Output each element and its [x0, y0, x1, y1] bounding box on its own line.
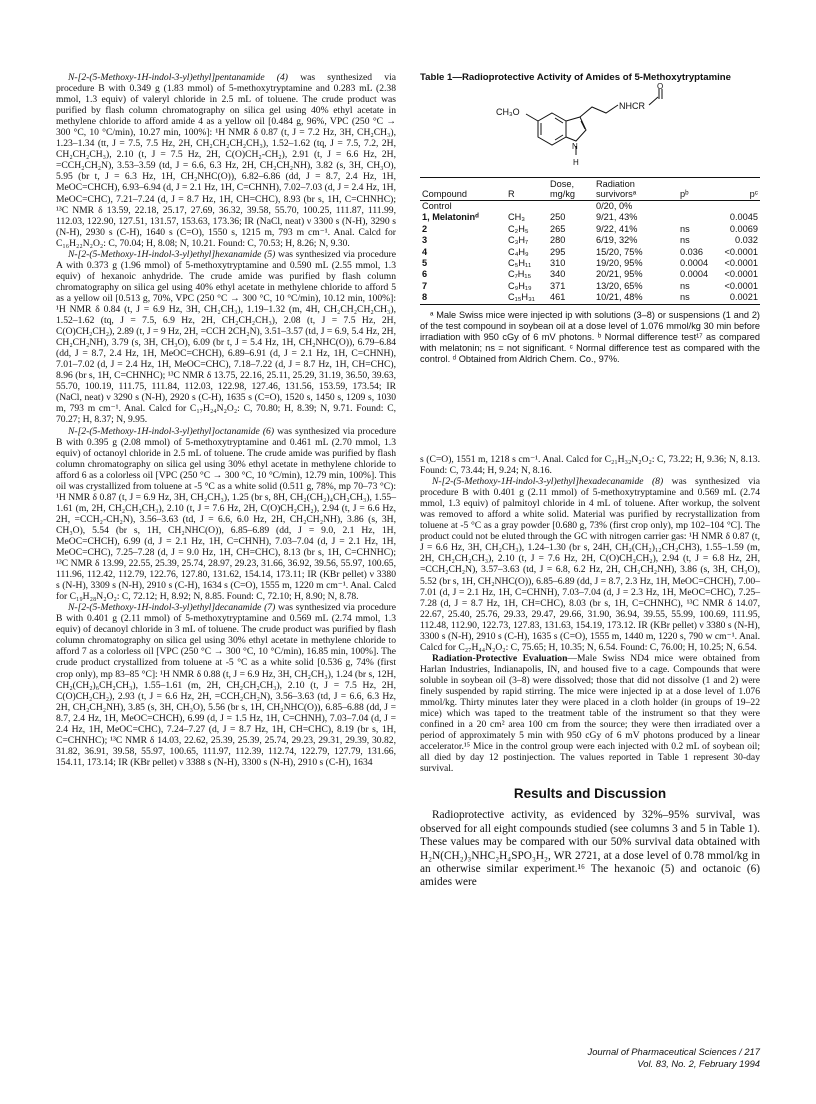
header-r: R: [508, 189, 515, 199]
table-row: [420, 247, 760, 258]
carbonyl-oxygen-label: O: [657, 83, 664, 91]
header-pb: pᵇ: [680, 189, 689, 199]
cell-dose: 340: [550, 269, 566, 280]
cell-survivors: 9/22, 41%: [596, 223, 638, 234]
cell-r: C₉H₁₉: [508, 280, 532, 291]
cell-compound: 4: [422, 246, 428, 257]
paragraph-body: s (C=O), 1551 m, 1218 s cm⁻¹. Anal. Calcd for C₂₁H₃₂N₂O₂: C, 73.22; H, 9.36; N, 8.13. Found: C, 73.44; H, 9.24; N, 8.16.: [420, 454, 760, 477]
cell-pc: <0.0001: [724, 246, 758, 257]
header-pc: pᶜ: [749, 189, 758, 199]
paragraph-body: was synthesized via procedure B with 0.349 g (1.83 mmol) of 5-methoxytryptamine and 0.283 mL (2.38 mmol, 1.3 equiv) of valeryl chloride in 2.5 mL of toluene. The crude product was purified by flash column chromatography on silica gel using 40% ethyl acetate in methylene chloride to afford amide 4 as a yellow oil [0.484 g, 96%, VPC (250 °C → 300 °C, 10 °C/min), 10.27 min, 100%]: ¹H NMR δ 0.87 (t, J = 7.2 Hz, 3H, CH₂CH₃), 1.23–1.34 (tt, J = 7.5, 7.5 Hz, 2H, CH₂CH₂CH₂CH₃), 1.52–1.62 (tq, J = 7.5, 7.2, 2H, CH₂CH₂CH₃), 2.10 (t, J = 7.5 Hz, 2H, C(O)CH₂-CH₂), 2.91 (t, J = 6.6 Hz, 2H, =CCH₂CH₂N), 3.53–3.59 (td, J = 6.6, 6.3 Hz, 2H, CH₂CH₂NH), 3.82 (s, 3H, CH₃O), 5.95 (br t, J = 6.3 Hz, 1H, CH₂NHC(O)), 6.82–6.86 (dd, J = 8.7, 2.4 Hz, 1H, MeOC=CHCH), 6.93–6.94 (d, J = 2.1 Hz, 1H, C=CHNH), 7.02–7.03 (d, J = 2.4 Hz, 1H, MeOC=CHC), 7.21–7.24 (d, J = 8.7 Hz, 1H, CH=CHC), 8.93 (br s, 1H, C=CHNHC); ¹³C NMR δ 13.59, 22.18, 25.17, 27.69, 36.32, 39.58, 55.70, 100.25, 111.87, 111.99, 112.03, 122.90, 127.51, 131.57, 153.63, 173.36; IR (NaCl, neat) ν 3300 s (N-H), 3290 s (N-H), 2930 s (C-H), 1640 s (C=O), 1550 s, 1215 m, 793 m cm⁻¹. Anal. Calcd for C₁₆H₂₂N₂O₂: C, 70.04; H, 8.08; N, 10.21. Found: C, 70.53; H, 8.26; N, 9.30.: [56, 72, 396, 249]
cell-pb: ns: [680, 223, 690, 234]
cell-pc: 0.0021: [729, 292, 758, 303]
paragraph-amide-7: [56, 602, 396, 768]
table-row: [420, 292, 760, 304]
compound-title: N-[2-(5-Methoxy-1H-indol-3-yl)ethyl]octanamide (6): [68, 425, 275, 437]
cell-pb: [678, 212, 722, 223]
cell-dose: 461: [550, 292, 566, 303]
compound-title: N-[2-(5-Methoxy-1H-indol-3-yl)ethyl]pentanamide (4): [68, 72, 288, 83]
cell-survivors: 15/20, 75%: [596, 246, 643, 257]
cell-r: CH₃: [508, 212, 526, 223]
compound-title: N-[2-(5-Methoxy-1H-indol-3-yl)ethyl]decanamide (7): [68, 602, 276, 614]
cell-pb: 0.0004: [680, 258, 709, 269]
indole-structure-drawing: [420, 83, 760, 177]
table-row: [420, 201, 760, 213]
paragraph-amide-6: [56, 426, 396, 603]
cell-pb: 0.0004: [680, 269, 709, 280]
cell-survivors: 0/20, 0%: [596, 201, 633, 211]
cell-pb: ns: [680, 280, 690, 291]
chemical-structure: [420, 83, 760, 177]
paragraph-body: was synthesized via procedure B with 0.401 g (2.11 mmol) of 5-methoxytryptamine and 0.569 mL (2.74 mmol, 1.3 equiv) of palmitoyl chloride in 4 mL of toluene. After workup, the solvent was removed to afford a white solid. Material was purified by recrystallization from toluene at -5 °C as a gray powder [0.680 g, 73% (first crop only), mp 102–104 °C]. The product could not be eluted through the GC with nitrogen carrier gas: ¹H NMR δ 0.87 (t, J = 6.6 Hz, 3H, CH₂CH₃), 1.24–1.30 (br s, 24H, CH₂(CH₂)₁₂CH₂CH3), 1.55–1.59 (m, 2H, CH₂CH₂CH₃), 2.10 (t, J = 7.6 Hz, 2H, C(O)CH₂CH₂), 2.94 (t, J = 6.8 Hz, 2H, =CCH₂CH₂N), 3.57–3.63 (td, J = 6.8, 6.2 Hz, 2H, CH₂CH₂NH), 3.86 (s, 3H, CH₃O), 5.52 (br s, 1H, CH₂NHC(O)), 6.85–6.89 (dd, J = 8.7, 2.3 Hz, 1H, MeOC=CHCH), 7.00–7.01 (d, J = 2.1 Hz, 1H, C=CHNH), 7.03–7.04 (d, J = 2.3 Hz, 1H, MeOC=CHC), 7.25–7.28 (d, J = 8.7 Hz, 1H, CH=CHC), 8.03 (br s, 1H, C=CHNHC), ¹³C NMR δ 14.07, 22.67, 25.40, 25.76, 29.33, 29.47, 29.66, 31.90, 36.94, 39.55, 55.99, 100.69, 111.95, 112.48, 112.90, 122.73, 127.83, 131.63, 154.19, 173.12. IR (KBr pellet) ν 3380 s (N-H), 3300 s (N-H), 2910 s (C-H), 1635 s (C=O), 1555 m, 1440 m, 1220 s, 790 w cm⁻¹. Anal. Calcd for C₂₇H₄₄N₂O₂: C, 75.65; H, 10.35; N, 6.54. Found: C, 76.00; H, 10.25; N, 6.54.: [420, 476, 760, 653]
cell-pc: 0.032: [735, 235, 758, 246]
cell-compound: 2: [422, 223, 428, 234]
cell-survivors: 20/21, 95%: [596, 269, 643, 280]
cell-compound: 3: [422, 235, 428, 246]
cell-survivors: 13/20, 65%: [596, 280, 643, 291]
header-dose: Dose, mg/kg: [550, 179, 576, 199]
cell-survivors: 10/21, 48%: [596, 292, 643, 303]
cell-r: C₃H₇: [508, 235, 529, 246]
activity-table: [420, 177, 760, 305]
cell-pb: ns: [680, 235, 690, 246]
results-paragraph: Radioprotective activity, as evidenced by 32%–95% survival, was observed for all eight compounds studied (see columns 3 and 5 in Table 1). These values may be compared with our 50% survival data obtained with H₂N(CH₂)₃NHC₂H₄SPO₃H₂, WR 2721, at a dose level of 0.78 mmol/kg in an otherwise similar experiment.¹⁶ The hexanoic (5) and octanoic (6) amides were: [420, 809, 760, 889]
table-row: [420, 281, 760, 292]
paragraph-body: was synthesized via procedure B with 0.401 g (2.11 mmol) of 5-methoxytryptamine and 0.569 mL (2.74 mmol, 1.3 equiv) of decanoyl chloride in 3 mL of toluene. The crude product was purified by flash column chromatography on silica gel using 30% ethyl acetate in methylene chloride to afford 7 as a colorless oil [VPC (250 °C → 300 °C, 10 °C/min), 16.85 min, 100%]. The crude product crystallized from toluene at -5 °C as a white solid [0.536 g, 74% (first crop only), mp 83–85 °C]: ¹H NMR δ 0.88 (t, J = 6.9 Hz, 3H, CH₂CH₃), 1.24 (br s, 12H, CH₂(CH₂)₆CH₂CH₃), 1.55–1.61 (m, 2H, CH₂CH₂CH₃), 2.10 (t, J = 7.5 Hz, 2H, C(O)CH₂CH₂), 2.93 (t, J = 6.6 Hz, 2H, =CCH₂CH₂N), 3.56–3.63 (td, J = 6.6, 6.3 Hz, 2H, CH₂CH₂NH), 3.85 (s, 3H, CH₃O), 5.56 (br s, 1H, CH₂NHC(O)), 6.85–6.88 (dd, J = 8.7, 2.4 Hz, 1H, MeOC=CHCH), 6.99 (d, J = 1.5 Hz, 1H, C=CHNH), 7.03–7.04 (d, J = 2.4 Hz, 1H, MeOC=CHC), 7.24–7.27 (d, J = 8.7 Hz, 1H, CH=CHC), 8.19 (br s, 1H, C=CHNHC); ¹³C NMR δ 14.03, 22.62, 25.39, 25.39, 25.74, 29.23, 29.31, 29.39, 30.82, 31.82, 36.91, 39.58, 55.97, 100.65, 111.97, 112.39, 112.74, 122.79, 127.79, 131.66, 154.11, 173.14; IR (KBr pellet) ν 3388 s (N-H), 3300 s (N-H), 2910 s (C-H), 1634: [56, 602, 396, 768]
paragraph-radiation-evaluation: [420, 653, 760, 775]
methoxy-label: CH₃O: [496, 107, 520, 117]
cell-pc: <0.0001: [724, 258, 758, 269]
cell-dose: 280: [550, 235, 566, 246]
table-header-row: [420, 178, 760, 201]
amide-label: NHCR: [619, 101, 645, 111]
section-heading: Results and Discussion: [513, 786, 667, 802]
cell-dose: 295: [550, 246, 566, 257]
table-row: [420, 258, 760, 269]
journal-page-line: Journal of Pharmaceutical Sciences / 217: [587, 1046, 760, 1057]
cell-pc: <0.0001: [724, 280, 758, 291]
cell-survivors: 6/19, 32%: [596, 235, 638, 246]
cell-dose: 265: [550, 223, 566, 234]
cell-dose: 371: [550, 280, 566, 291]
cell-dose: [548, 201, 594, 213]
cell-r: C₇H₁₅: [508, 269, 532, 280]
compound-title: N-[2-(5-Methoxy-1H-indol-3-yl)ethyl]hexanamide (5): [68, 248, 276, 260]
cell-pc: 0.0069: [729, 223, 758, 234]
table-body: [420, 201, 760, 305]
table-row: [420, 224, 760, 235]
paragraph-body: —Male Swiss ND4 mice were obtained from Harlan Industries, Indianapolis, IN, and housed five to a cage. Compounds that were soluble in soybean oil (3–8) were dissolved; those that did not dissolve (1 and 2) were finely suspended by rapid stirring. The mice were injected ip at a dose level of 1.076 mmol/kg. Thirty minutes later they were placed in a cloth holder (in groups of 19–22 mice) which was taped to the treatment table of the instrument so that they were confined in a 20 cm² area 100 cm from the source; they were then irradiated over a period of approximately 5 min with 950 cGy of 6 mV photons produced by a linear accelerator.¹⁵ Mice in the control group were each injected with 0.2 mL of soybean oil; all died by day 12 postinjection. The values reported in Table 1 represent 30-day survival.: [420, 652, 760, 775]
cell-pb: 0.036: [680, 246, 703, 257]
journal-volume-line: Vol. 83, No. 2, February 1994: [637, 1057, 760, 1069]
cell-dose: 250: [550, 212, 566, 223]
table-row: [420, 212, 760, 223]
paragraph-amide-8: [420, 476, 760, 653]
cell-survivors: 9/21, 43%: [596, 212, 638, 223]
cell-compound: 1, Melatoninᵈ: [422, 212, 479, 223]
cell-pb: ns: [680, 292, 690, 303]
paragraph-body: was synthesized via procedure B with 0.395 g (2.08 mmol) of 5-methoxytryptamine and 0.461 mL (2.70 mmol, 1.3 equiv) of octanoyl chloride in 2.5 mL of toluene. The crude amide was purified by flash column chromatography on silica gel using 30% ethyl acetate in methylene chloride to afford 6 as a colorless oil [VPC (250 °C → 300 °C, 10 °C/min), 12.79 min, 100%]. This oil was crystallized from toluene at -5 °C as a white solid (0.511 g, 78%, mp 70–73 °C): ¹H NMR δ 0.87 (t, J = 6.9 Hz, 3H, CH₂CH₃), 1.25 (br s, 8H, CH₂(CH₂)₄CH₂CH₃), 1.55–1.61 (m, 2H, CH₂CH₂CH₃), 2.10 (t, J = 7.6 Hz, 2H, C(O)CH₂CH₂), 2.94 (t, J = 6.6 Hz, 2H, =CCH₂-CH₂N), 3.56–3.63 (td, J = 6.6, 6.0 Hz, 2H, CH₂CH₂NH), 3.86 (s, 3H, CH₃O), 5.54 (br s, 1H, CH₂NHC(O)), 6.85–6.89 (dd, J = 9.0, 2.1 Hz, 1H, MeOC=CHCH), 6.99 (d, J = 2.1 Hz, 1H, C=CHNH), 7.03–7.04 (d, J = 2.1 Hz, 1H, MeOC=CHC), 7.25–7.28 (d, J = 9.0 Hz, 1H, CH=CHC), 8.13 (br s, 1H, C=CHNHC); ¹³C NMR δ 13.99, 22.55, 25.39, 25.74, 28.97, 29.23, 31.66, 36.92, 39.56, 55.97, 100.65, 111.96, 112.42, 112.79, 122.76, 127.80, 131.62, 154.14, 173.11; IR (KBr pellet) ν 3380 s (N-H), 3309 s (N-H), 2910 s (C-H), 1634 s (C=O), 1555 m, 1220 m cm⁻¹. Anal. Calcd for C₁₉H₂₈N₂O₂: C, 72.12; H, 8.92; N, 8.85. Found: C, 72.10; H, 8.90; N, 8.78.: [56, 425, 396, 603]
cell-compound: 7: [422, 280, 428, 291]
cell-compound: Control: [422, 201, 452, 211]
right-column: [420, 454, 760, 890]
journal-footer: [520, 1046, 760, 1069]
table-row: [420, 235, 760, 246]
paragraph-amide-5: [56, 249, 396, 426]
indole-n-label: N: [572, 142, 578, 151]
table-caption: Table 1—Radioprotective Activity of Amides of 5-Methoxytryptamine: [420, 72, 731, 83]
cell-compound: 8: [422, 292, 428, 303]
table-row: [420, 269, 760, 280]
cell-compound: 5: [422, 258, 428, 269]
paragraph-continuation: [420, 454, 760, 476]
table-footnote: ᵃ Male Swiss mice were injected ip with solutions (3–8) or suspensions (1 and 2) of the test compound in soybean oil at a dose level of 1.076 mmol/kg 30 min before irradiation with 950 cGy of 6 mV photons. ᵇ Normal difference test¹⁷ as compared with melatonin; ns = not significant. ᶜ Normal difference test as compared with the control. ᵈ Obtained from Aldrich Chem. Co., 97%.: [420, 309, 760, 365]
cell-r: C₂H₅: [508, 223, 529, 234]
cell-pc: 0.0045: [729, 212, 758, 223]
cell-compound: 6: [422, 269, 428, 280]
cell-r: C₄H₉: [508, 246, 529, 257]
compound-title: N-[2-(5-Methoxy-1H-indol-3-yl)ethyl]hexadecanamide (8): [432, 476, 664, 488]
indole-h-label: H: [573, 158, 579, 167]
table-1: [420, 72, 760, 366]
cell-r: [506, 201, 548, 213]
paragraph-body: was synthesized via procedure A with 0.373 g (1.96 mmol) of 5-methoxytryptamine and 0.590 mL (2.55 mmol, 1.3 equiv) of hexanoic anhydride. The crude amide was purified by flash column chromatography on silica gel using 40% ethyl acetate in methylene chloride to afford 5 as a yellow oil [0.513 g, 70%, VPC (250 °C → 300 °C, 10 °C/min), 10.12 min, 100%]: ¹H NMR δ 0.84 (t, J = 6.9 Hz, 3H, CH₂CH₃), 1.19–1.32 (m, 4H, CH₂CH₂CH₂CH₃), 1.52–1.62 (tq, J = 7.5, 6.9 Hz, 2H, CH₂CH₂CH₃), 2.08 (t, J = 7.5 Hz, 2H, C(O)CH₂CH₂), 2.89 (t, J = 9 Hz, 2H, =CCH 2CH₂N), 3.51–3.57 (td, J = 6.9, 5.4 Hz, 2H, CH₂CH₂NH), 3.79 (s, 3H, CH₃O), 6.09 (br t, J = 5.4 Hz, 1H, CH₂NHC(O)), 6.79–6.84 (dd, J = 8.7, 2.4 Hz, 1H, MeOC=CHCH), 6.89–6.91 (d, J = 2.1 Hz, 1H, C=CHNH), 7.01–7.02 (d, J = 2.4 Hz, 1H, MeOC=CHC), 7.18–7.22 (d, J = 8.7 Hz, 1H, CH=CHC), 8.96 (br s, 1H, C=CHNHC); ¹³C NMR δ 13.75, 22.16, 25.11, 25.29, 31.19, 36.50, 39.63, 55.70, 100.19, 111.75, 111.84, 112.03, 122.98, 127.46, 131.56, 153.59, 173.54; IR (NaCl, neat) ν 3290 s (N-H), 2920 s (C-H), 1635 s (C=O), 1520 s, 1450 s, 1209 s, 1030 m, 793 m cm⁻¹. Anal. Calcd for C₁₇H₂₄N₂O₂: C, 70.80; H, 8.39; N, 9.71. Found: C, 70.27; H, 8.37; N, 9.95.: [56, 248, 396, 426]
cell-pb: [678, 201, 722, 213]
left-column: [56, 72, 396, 768]
cell-pc: <0.0001: [724, 269, 758, 280]
subsection-title: Radiation-Protective Evaluation: [432, 652, 568, 664]
cell-pc: [722, 201, 760, 213]
cell-r: C₁₅H₃₁: [508, 292, 535, 303]
cell-dose: 310: [550, 258, 566, 269]
cell-r: C₅H₁₁: [508, 258, 532, 269]
paragraph-amide-4: [56, 72, 396, 249]
header-compound: Compound: [422, 189, 467, 199]
header-survivors: Radiation survivorsᵃ: [596, 179, 637, 199]
cell-survivors: 19/20, 95%: [596, 258, 643, 269]
